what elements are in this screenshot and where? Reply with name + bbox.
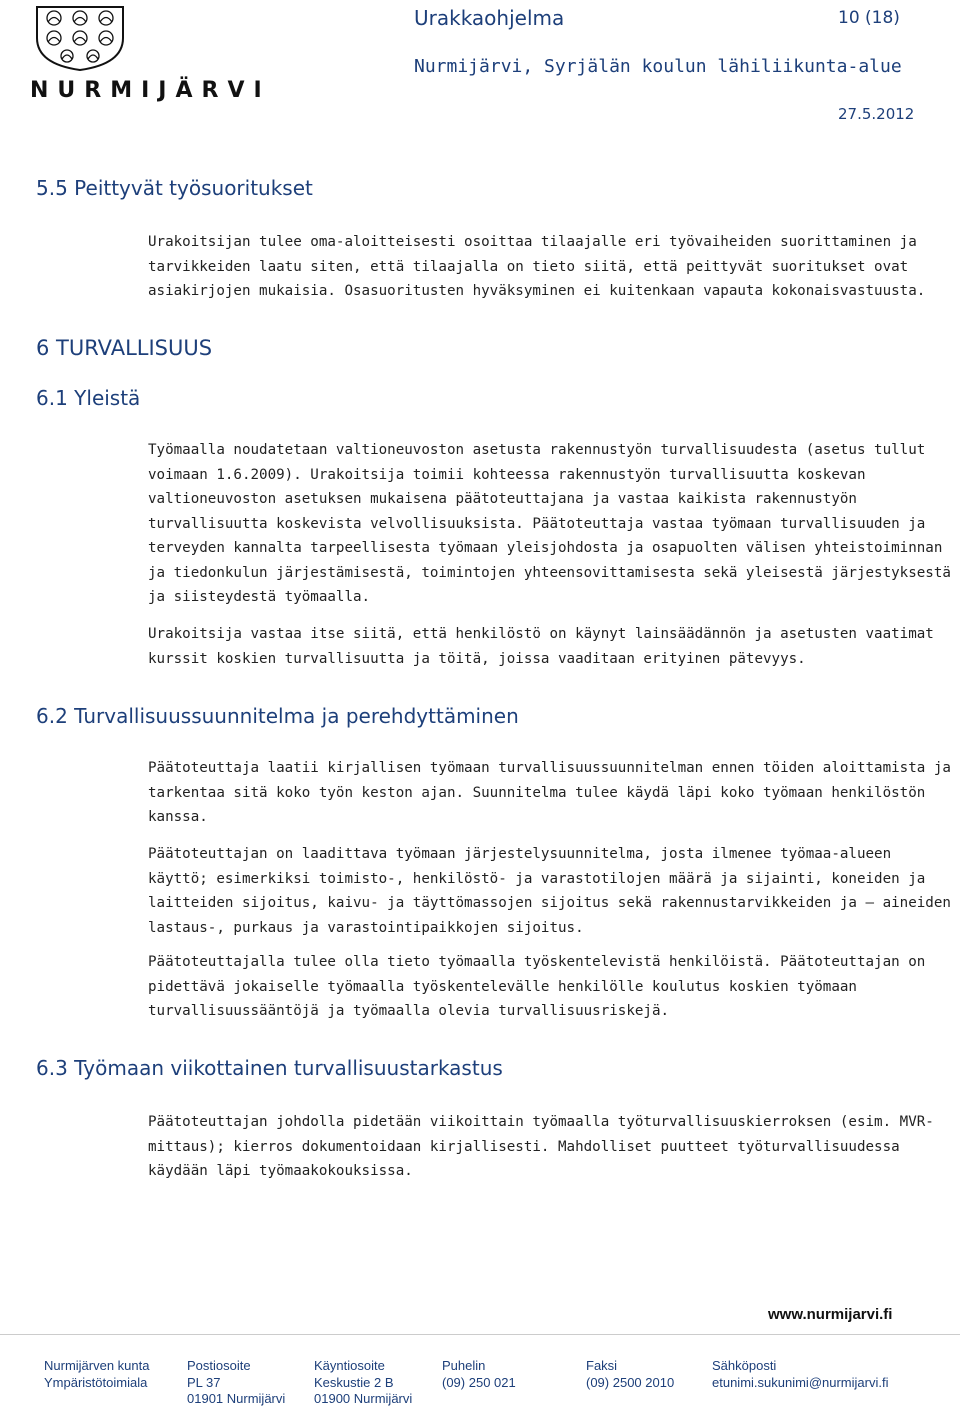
footer-text: Sähköposti [712,1358,777,1373]
paragraph: Päätoteuttajan on laadittava työmaan järjestelysuunnitelma, josta ilmenee työmaa-alueen käyttö; esimerkiksi toimisto-, henkilöstö- ja varastotilojen määrä ja sijainti, koneiden ja laitteiden sijoitus, kaivu- ja täyttömassojen sijoitus sekä rakennustarvikkeiden ja — aineiden lastaus-, purkaus ja varastointipaikkojen sijoitus. [148,846,951,936]
municipality-logo [30,4,275,106]
footer-text: Nurmijärven kunta [44,1358,150,1373]
document-title: Urakkaohjelma [414,6,565,30]
footer-text: 01901 Nurmijärvi [187,1391,286,1406]
chapter-heading-6: 6 TURVALLISUUS [36,336,213,360]
footer-divider [0,1334,960,1335]
footer-text: Puhelin [442,1358,486,1373]
document-date: 27.5.2012 [838,105,915,123]
section-heading-6-3: 6.3 Työmaan viikottainen turvallisuustarkastus [36,1056,503,1080]
footer-visit-address [314,1358,412,1408]
paragraph: Päätoteuttajalla tulee olla tieto työmaalla työskentelevistä henkilöistä. Päätoteuttajan on pidettävä jokaiselle työmaalla työskentelevälle henkilölle koulutus koskien työmaan turvallisuussääntöjä ja työmaalla olevia turvallisuusriskejä. [148,954,926,1019]
footer-text: Käyntiosoite [314,1358,385,1373]
paragraph: Päätoteuttajan johdolla pidetään viikoittain työmaalla työturvallisuuskierroksen (esim. MVR-mittaus); kierros dokumentoidaan kirjallisesti. Mahdolliset puutteet työturvallisuudessa käydään läpi työmaakokouksissa. [148,1114,934,1179]
footer-email [712,1358,888,1391]
footer-text: PL 37 [187,1374,221,1390]
section-heading-6-2: 6.2 Turvallisuussuunnitelma ja perehdyttäminen [36,704,519,728]
footer-postal-address [187,1358,285,1408]
email-link[interactable]: etunimi.sukunimi@nurmijarvi.fi [712,1374,889,1390]
section-heading-6-1: 6.1 Yleistä [36,386,141,410]
footer-organization [44,1358,150,1391]
footer-phone [442,1358,516,1391]
paragraph: Urakoitsija vastaa itse siitä, että henkilöstö on käynyt lainsäädännön ja asetusten vaatimat kurssit koskien turvallisuutta ja töitä, joissa vaaditaan erityinen pätevyys. [148,626,934,667]
brand-wordmark: NURMIJÄRVI [30,78,271,103]
page-number: 10 (18) [838,8,900,28]
footer-fax [586,1358,674,1391]
footer-text: Postiosoite [187,1358,251,1373]
footer-text: Ympäristötoimiala [44,1374,148,1390]
website-link[interactable]: www.nurmijarvi.fi [768,1306,893,1323]
paragraph: Urakoitsijan tulee oma-aloitteisesti osoittaa tilaajalle eri työvaiheiden suorittaminen ja tarvikkeiden laatu siten, että tilaajalla on tieto siitä, että peittyvät suoritukset ovat asiakirjojen mukaisia. Osasuoritusten hyväksyminen ei kuitenkaan vapauta kokonaisvastuusta. [148,234,926,299]
project-subtitle: Nurmijärvi, Syrjälän koulun lähiliikunta-alue [414,56,902,77]
footer-text: (09) 2500 2010 [586,1374,675,1390]
section-heading-5-5: 5.5 Peittyvät työsuoritukset [36,176,313,200]
footer-text: (09) 250 021 [442,1374,516,1390]
paragraph: Päätoteuttaja laatii kirjallisen työmaan turvallisuussuunnitelman ennen töiden aloittamista ja tarkentaa sitä koko työn keston ajan. Suunnitelma tulee käydä läpi koko työmaan henkilöstön kanssa. [148,760,951,825]
footer-text: Faksi [586,1358,618,1373]
footer-text: Keskustie 2 B [314,1374,394,1390]
paragraph: Työmaalla noudatetaan valtioneuvoston asetusta rakennustyön turvallisuudesta (asetus tullut voimaan 1.6.2009). Urakoitsija toimii kohteessa rakennustyön turvallisuutta koskevan valtioneuvoston asetuksen mukaisena päätoteuttajana ja vastaa kaikista rakennustyön turvallisuutta koskevista velvollisuuksista. Päätoteuttaja vastaa työmaan turvallisuuden ja terveyden kannalta tarpeellisesta työmaan yleisjohdosta ja osapuolten välisen yhteistoiminnan ja tiedonkulun järjestämisestä, toimintojen yhteensovittamisesta sekä yleisestä järjestyksestä ja siisteydestä työmaalla. [148,442,951,605]
coat-of-arms-icon [34,4,126,72]
footer-text: 01900 Nurmijärvi [314,1391,413,1406]
